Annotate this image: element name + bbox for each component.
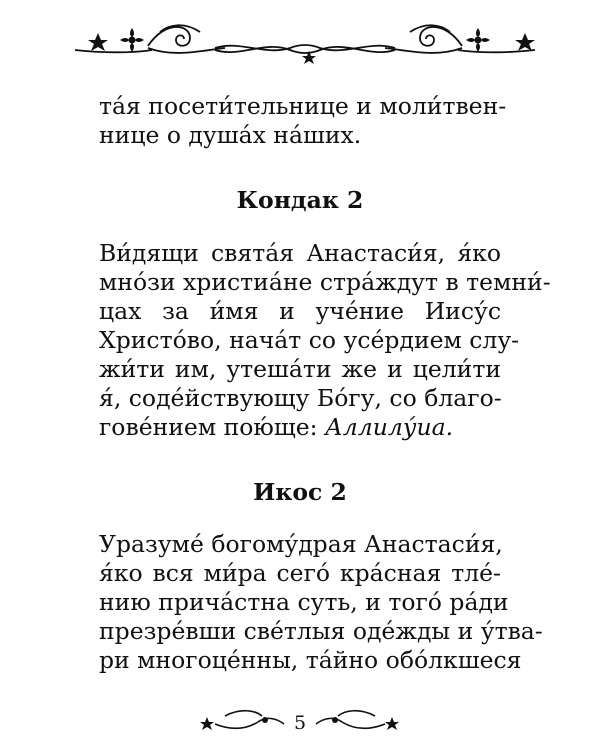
text-line: нице о душа́х на́ших.: [99, 121, 362, 149]
kondak-line: мно́зи христиа́не стра́ждут в темни́-: [99, 268, 551, 296]
kondak-last-line-text: гове́нием пою́ще:: [99, 413, 325, 441]
kondak-last-line: [99, 413, 501, 441]
ikos-line: нию прича́стна суть, и того́ ра́ди: [99, 588, 509, 616]
text-line: та́я посети́тельнице и моли́твен-: [99, 92, 507, 120]
ikos-line: презре́вши све́тлыя оде́жды и у́тва-: [99, 617, 543, 645]
ikos-line: я́ко вся ми́ра сего́ кра́сная тле́-: [99, 559, 501, 587]
ikos-line: ри многоце́нны, та́йно обо́лкшеся: [99, 646, 522, 674]
top-ornament-icon: [0, 10, 600, 68]
kondak-line: цах за и́мя и уче́ние Иису́с: [99, 297, 501, 325]
kondak-line: жи́ти им, утеша́ти же и цели́ти: [99, 355, 501, 383]
page-number: 5: [293, 712, 307, 734]
ikos-line: Уразуме́ богому́драя Анастаси́я,: [99, 530, 503, 558]
kondak-heading: Кондак 2: [236, 186, 364, 214]
kondak-line: Ви́дящи свята́я Анастаси́я, я́ко: [99, 239, 501, 267]
kondak-line: Христо́во, нача́т со усе́рдием слу-: [99, 326, 520, 354]
ikos-heading: Икос 2: [253, 478, 347, 506]
alleluia-refrain: Аллилу́иа.: [325, 413, 454, 441]
kondak-line: я́, соде́йствующу Бо́гу, со благо-: [99, 384, 502, 412]
